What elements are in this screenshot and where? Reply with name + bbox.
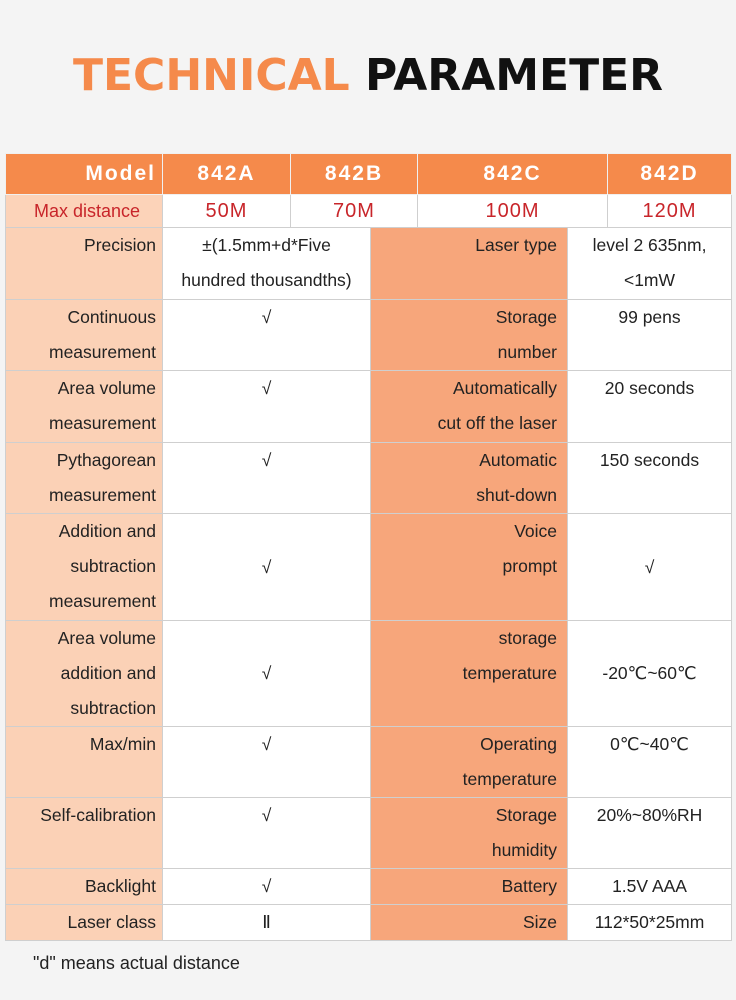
title-accent: TECHNICAL (72, 50, 350, 101)
param-label-2 (371, 869, 568, 905)
param-value-2 (568, 798, 732, 869)
param-value-line: √ (261, 876, 272, 896)
header-model-1: 842A (163, 154, 291, 195)
param-label-2-line: prompt (502, 556, 558, 576)
param-value-2 (568, 869, 732, 905)
param-value-2 (568, 514, 732, 621)
param-label (6, 905, 163, 941)
param-value (163, 443, 371, 514)
param-value-2-line: 20%~80%RH (596, 805, 703, 825)
footnote: "d" means actual distance (33, 953, 240, 973)
param-value-line: √ (261, 805, 272, 825)
param-label-line: measurement (49, 485, 156, 505)
param-label-line: addition and (60, 663, 156, 683)
param-label-2 (371, 514, 568, 621)
param-label-2-line: shut-down (476, 485, 558, 505)
table-row (6, 514, 732, 621)
param-label-line: subtraction (70, 556, 156, 576)
header-model-2: 842B (291, 154, 418, 195)
param-label-2-line: Battery (501, 876, 558, 896)
param-label-2-line: Automatic (479, 450, 558, 470)
param-value-2-line: √ (644, 556, 655, 577)
param-label-2 (371, 798, 568, 869)
param-value-2-line: -20℃~60℃ (602, 663, 697, 683)
param-label (6, 621, 163, 727)
param-label (6, 228, 163, 300)
param-label-2 (371, 905, 568, 941)
param-value-line: √ (261, 450, 272, 470)
table-row (6, 443, 732, 514)
spec-table (5, 153, 732, 941)
page-title (0, 50, 736, 101)
param-value-line: √ (261, 556, 272, 577)
param-value-2 (568, 905, 732, 941)
param-value-2 (568, 621, 732, 727)
param-label-line: measurement (49, 342, 156, 362)
param-label (6, 443, 163, 514)
param-value (163, 300, 371, 371)
table-row (6, 798, 732, 869)
param-value-2-line: 20 seconds (604, 378, 695, 398)
param-label-2-line: temperature (462, 769, 558, 789)
param-value-2-line: 150 seconds (599, 450, 700, 470)
param-value-2 (568, 371, 732, 443)
param-value (163, 228, 371, 300)
param-label-line: Backlight (84, 876, 156, 896)
param-label-2-line: Operating (480, 734, 558, 754)
param-label-2 (371, 228, 568, 300)
param-label-2 (371, 621, 568, 727)
table-row (6, 228, 732, 300)
param-label-2 (371, 300, 568, 371)
param-label-line: Continuous (67, 307, 156, 327)
param-value-line: √ (261, 378, 272, 398)
param-label-line: measurement (49, 591, 156, 611)
table-row (6, 905, 732, 941)
param-label-2 (371, 727, 568, 798)
param-value-2 (568, 300, 732, 371)
max-distance-3: 100M (418, 195, 608, 228)
param-label-2-line: cut off the laser (437, 413, 558, 433)
param-value (163, 905, 371, 941)
param-label-2-line: Automatically (452, 378, 558, 398)
param-label-2-line: Size (522, 912, 558, 932)
param-label (6, 798, 163, 869)
max-distance-label: Max distance (6, 195, 163, 228)
param-value-2-line: 0℃~40℃ (610, 734, 689, 754)
param-label-2 (371, 443, 568, 514)
param-label-2-line: Storage (495, 805, 558, 825)
param-value-2 (568, 228, 732, 300)
param-value (163, 621, 371, 727)
param-label-line: measurement (49, 413, 156, 433)
param-label (6, 727, 163, 798)
param-value-2-line: 112*50*25mm (594, 912, 705, 932)
spec-body (6, 228, 732, 941)
param-value-2-line: level 2 635nm, (592, 235, 707, 255)
param-label (6, 869, 163, 905)
param-label-2 (371, 371, 568, 443)
param-label (6, 371, 163, 443)
table-row (6, 621, 732, 727)
header-model-4: 842D (608, 154, 732, 195)
param-value (163, 371, 371, 443)
header-model: Model (6, 154, 163, 195)
param-label-2-line: temperature (462, 663, 558, 683)
table-row (6, 869, 732, 905)
param-label-2-line: Laser type (475, 235, 558, 255)
param-label-2-line: number (497, 342, 558, 362)
param-label-line: Area volume (57, 378, 156, 398)
param-label-line: Precision (84, 235, 156, 255)
param-label-line: subtraction (70, 698, 156, 718)
param-value-2-line: <1mW (623, 270, 676, 290)
param-label (6, 514, 163, 621)
param-value-line: √ (261, 307, 272, 327)
max-distance-row (6, 195, 732, 228)
param-value-2-line: 1.5V AAA (612, 876, 687, 896)
title-dark: PARAMETER (365, 50, 664, 101)
param-value (163, 798, 371, 869)
param-label-line: Area volume (57, 628, 156, 648)
param-value-2-line: 99 pens (618, 307, 681, 327)
param-value (163, 869, 371, 905)
param-value-line: √ (261, 663, 272, 683)
table-row (6, 371, 732, 443)
param-label-2-line: humidity (491, 840, 558, 860)
param-label-2-line: Voice (514, 521, 558, 541)
table-row (6, 300, 732, 371)
param-label-line: Laser class (67, 912, 156, 932)
param-label-line: Max/min (89, 734, 156, 754)
param-label-line: Self-calibration (40, 805, 156, 825)
param-label-2-line: Storage (495, 307, 558, 327)
param-value-2 (568, 727, 732, 798)
max-distance-1: 50M (163, 195, 291, 228)
param-value-2 (568, 443, 732, 514)
param-label-line: Pythagorean (56, 450, 156, 470)
param-label-line: Addition and (58, 521, 156, 541)
param-value-line: √ (261, 734, 272, 754)
table-row (6, 727, 732, 798)
param-value (163, 514, 371, 621)
header-model-3: 842C (418, 154, 608, 195)
param-label (6, 300, 163, 371)
param-value-line: Ⅱ (262, 912, 271, 932)
param-value-line: ±(1.5mm+d*Five (202, 235, 331, 255)
max-distance-2: 70M (291, 195, 418, 228)
param-value-line: hundred thousandths) (181, 270, 352, 290)
table-header-row (6, 154, 732, 195)
param-label-2-line: storage (498, 628, 558, 648)
param-value (163, 727, 371, 798)
max-distance-4: 120M (608, 195, 732, 228)
